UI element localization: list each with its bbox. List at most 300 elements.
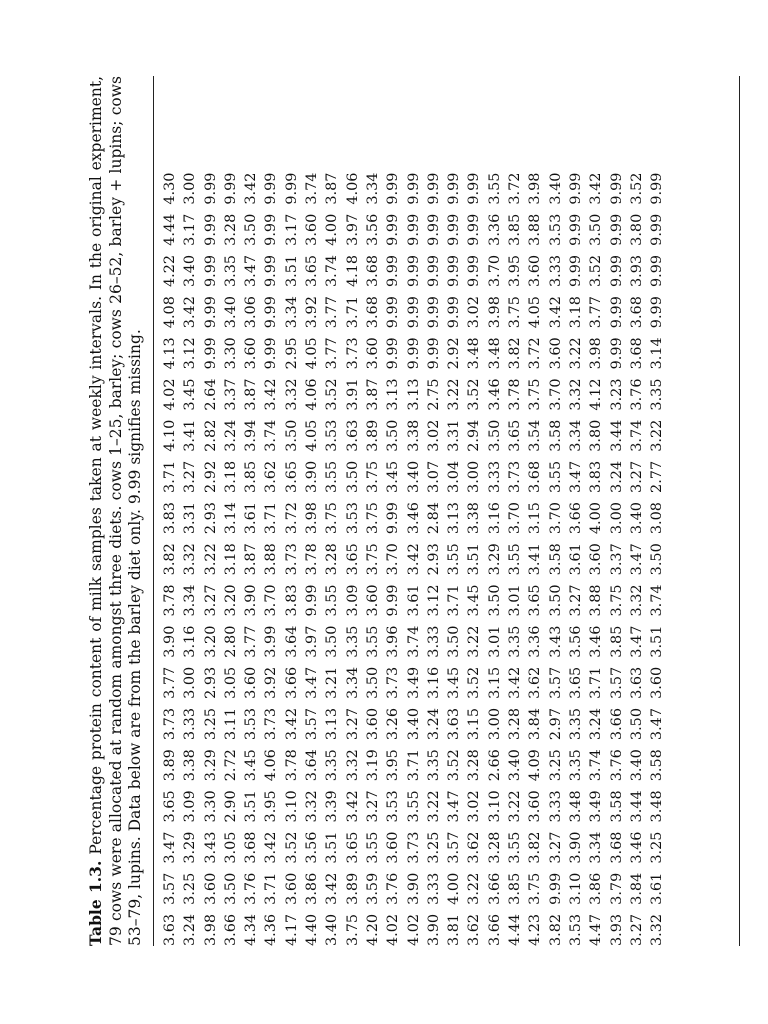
table-cell: 3.65 <box>344 543 361 576</box>
table-cell: 3.73 <box>263 708 280 741</box>
table-cell: 3.42 <box>243 172 260 205</box>
table-cell: 9.99 <box>425 296 442 329</box>
table-cell: 3.35 <box>567 749 584 782</box>
table-cell: 3.22 <box>567 337 584 370</box>
table-cell: 3.62 <box>263 460 280 493</box>
table-cell: 3.55 <box>547 460 564 493</box>
table-cell: 2.95 <box>283 337 300 370</box>
table-cell: 3.22 <box>466 625 483 658</box>
table-cell: 3.27 <box>628 913 645 946</box>
table-cell: 3.24 <box>182 913 199 946</box>
table-row <box>505 76 525 946</box>
table-cell: 3.72 <box>527 337 544 370</box>
table-cell: 3.30 <box>222 337 239 370</box>
table-cell: 3.15 <box>527 502 544 535</box>
table-row <box>444 76 464 946</box>
table-top-rule <box>153 76 154 946</box>
table-cell: 4.44 <box>507 913 524 946</box>
table-cell: 3.48 <box>486 337 503 370</box>
table-cell: 3.87 <box>364 378 381 411</box>
table-cell: 3.98 <box>527 172 544 205</box>
table-cell: 3.51 <box>283 254 300 287</box>
table-cell: 3.57 <box>162 872 178 905</box>
table-cell: 3.74 <box>628 419 645 452</box>
table-cell: 3.68 <box>628 296 645 329</box>
table-cell: 9.99 <box>425 254 442 287</box>
table-cell: 3.38 <box>182 749 199 782</box>
table-cell: 3.99 <box>263 625 280 658</box>
table-cell: 3.77 <box>162 666 178 699</box>
table-cell: 3.50 <box>243 213 260 246</box>
table-cell: 9.99 <box>425 172 442 205</box>
table-cell: 3.41 <box>527 543 544 576</box>
table-cell: 3.70 <box>385 543 402 576</box>
table-cell: 2.80 <box>222 625 239 658</box>
table-cell: 3.01 <box>507 584 524 617</box>
table-cell: 3.92 <box>263 666 280 699</box>
table-cell: 3.60 <box>588 543 605 576</box>
table-cell: 3.90 <box>567 831 584 864</box>
table-cell: 4.09 <box>527 749 544 782</box>
table-cell: 4.47 <box>588 913 605 946</box>
table-cell: 9.99 <box>608 213 625 246</box>
table-cell: 3.29 <box>182 831 199 864</box>
table-cell: 4.36 <box>263 913 280 946</box>
table-cell: 3.50 <box>649 543 666 576</box>
table-cell: 3.27 <box>344 708 361 741</box>
table-cell: 3.27 <box>567 584 584 617</box>
table-cell: 3.53 <box>567 913 584 946</box>
table-cell: 4.20 <box>364 913 381 946</box>
table-cell: 3.47 <box>649 708 666 741</box>
table-cell: 3.63 <box>446 708 463 741</box>
table-cell: 3.20 <box>222 584 239 617</box>
table-cell: 3.52 <box>466 666 483 699</box>
table-cell: 3.31 <box>446 419 463 452</box>
table-cell: 3.11 <box>222 708 239 741</box>
table-cell: 3.66 <box>486 913 503 946</box>
table-cell: 3.61 <box>649 872 666 905</box>
table-cell: 9.99 <box>263 213 280 246</box>
table-cell: 3.38 <box>405 419 422 452</box>
table-cell: 3.13 <box>385 378 402 411</box>
table-cell: 3.47 <box>628 625 645 658</box>
table-row <box>586 76 606 946</box>
table-cell: 3.57 <box>608 666 625 699</box>
table-row <box>241 76 261 946</box>
table-cell: 3.83 <box>283 584 300 617</box>
table-cell: 9.99 <box>608 337 625 370</box>
table-cell: 3.33 <box>425 872 442 905</box>
table-cell: 3.06 <box>243 296 260 329</box>
table-cell: 3.44 <box>628 790 645 823</box>
table-cell: 3.71 <box>405 749 422 782</box>
table-cell: 3.50 <box>222 872 239 905</box>
table-cell: 3.51 <box>649 625 666 658</box>
table-cell: 3.90 <box>243 584 260 617</box>
table-cell: 3.57 <box>547 666 564 699</box>
table-cell: 3.66 <box>283 666 300 699</box>
table-cell: 3.55 <box>446 543 463 576</box>
table-cell: 3.30 <box>202 790 219 823</box>
table-cell: 3.68 <box>608 831 625 864</box>
table-cell: 3.60 <box>364 708 381 741</box>
table-cell: 3.16 <box>486 502 503 535</box>
table-cell: 3.66 <box>608 708 625 741</box>
table-cell: 3.52 <box>466 378 483 411</box>
table-cell: 3.45 <box>466 584 483 617</box>
table-cell: 2.77 <box>649 460 666 493</box>
table-cell: 9.99 <box>263 172 280 205</box>
table-cell: 3.74 <box>304 172 321 205</box>
table-cell: 3.50 <box>364 666 381 699</box>
table-cell: 3.95 <box>507 254 524 287</box>
table-cell: 3.78 <box>507 378 524 411</box>
table-row <box>160 76 180 946</box>
table-cell: 3.34 <box>182 584 199 617</box>
table-cell: 3.28 <box>324 543 341 576</box>
table-cell: 3.10 <box>486 790 503 823</box>
table-cell: 3.75 <box>527 872 544 905</box>
table-cell: 3.68 <box>527 460 544 493</box>
table-cell: 3.78 <box>304 543 321 576</box>
table-caption <box>86 76 146 946</box>
table-cell: 3.52 <box>588 254 605 287</box>
table-cell: 4.22 <box>162 254 178 287</box>
table-cell: 3.57 <box>304 708 321 741</box>
table-row <box>424 76 444 946</box>
table-cell: 3.16 <box>182 625 199 658</box>
table-cell: 9.99 <box>405 213 422 246</box>
table-cell: 4.02 <box>405 913 422 946</box>
table-cell: 3.92 <box>304 296 321 329</box>
table-cell: 3.74 <box>649 584 666 617</box>
table-cell: 3.73 <box>507 460 524 493</box>
table-cell: 3.73 <box>344 337 361 370</box>
table-cell: 3.34 <box>588 831 605 864</box>
table-cell: 3.27 <box>202 584 219 617</box>
table-cell: 9.99 <box>567 213 584 246</box>
table-cell: 9.99 <box>385 296 402 329</box>
table-cell: 3.42 <box>324 872 341 905</box>
table-cell: 3.55 <box>405 790 422 823</box>
table-cell: 9.99 <box>425 337 442 370</box>
table-cell: 3.18 <box>222 460 239 493</box>
table-cell: 3.29 <box>486 543 503 576</box>
table-cell: 3.75 <box>364 502 381 535</box>
table-cell: 3.24 <box>608 460 625 493</box>
table-cell: 3.85 <box>243 460 260 493</box>
table-cell: 3.41 <box>182 419 199 452</box>
table-cell: 3.98 <box>588 337 605 370</box>
table-cell: 4.30 <box>162 172 178 205</box>
table-cell: 3.60 <box>304 213 321 246</box>
caption-label: Table 1.3. <box>86 860 105 946</box>
table-cell: 3.51 <box>466 543 483 576</box>
table-cell: 3.32 <box>649 913 666 946</box>
table-cell: 3.32 <box>182 543 199 576</box>
table-row <box>201 76 221 946</box>
table-cell: 9.99 <box>263 296 280 329</box>
table-cell: 3.31 <box>182 502 199 535</box>
table-cell: 3.79 <box>608 872 625 905</box>
table-cell: 3.60 <box>364 337 381 370</box>
table-cell: 3.24 <box>588 708 605 741</box>
table-cell: 3.42 <box>405 543 422 576</box>
table-cell: 3.55 <box>324 460 341 493</box>
table-cell: 3.65 <box>527 584 544 617</box>
table-cell: 3.95 <box>263 790 280 823</box>
table-cell: 3.60 <box>202 872 219 905</box>
table-cell: 3.53 <box>385 790 402 823</box>
table-cell: 9.99 <box>649 172 666 205</box>
table-cell: 3.50 <box>628 708 645 741</box>
table-cell: 3.42 <box>263 378 280 411</box>
table-cell: 2.93 <box>202 666 219 699</box>
table-cell: 3.09 <box>344 584 361 617</box>
table-row <box>322 76 342 946</box>
table-cell: 9.99 <box>446 296 463 329</box>
table-cell: 4.18 <box>344 254 361 287</box>
table-cell: 3.14 <box>222 502 239 535</box>
table-cell: 3.32 <box>304 790 321 823</box>
table-row <box>607 76 627 946</box>
table-cell: 3.22 <box>425 790 442 823</box>
table-cell: 3.54 <box>527 419 544 452</box>
table-row <box>404 76 424 946</box>
table-cell: 3.74 <box>263 419 280 452</box>
table-cell: 3.66 <box>486 872 503 905</box>
table-cell: 3.98 <box>486 296 503 329</box>
table-cell: 9.99 <box>263 337 280 370</box>
table-cell: 3.76 <box>243 872 260 905</box>
table-cell: 3.71 <box>162 460 178 493</box>
table-cell: 2.64 <box>202 378 219 411</box>
table-cell: 3.35 <box>507 625 524 658</box>
table-cell: 3.93 <box>628 254 645 287</box>
table-cell: 3.70 <box>547 378 564 411</box>
table-cell: 3.20 <box>202 625 219 658</box>
table-cell: 9.99 <box>446 172 463 205</box>
table-cell: 3.72 <box>507 172 524 205</box>
table-cell: 3.25 <box>182 872 199 905</box>
table-cell: 4.13 <box>162 337 178 370</box>
table-cell: 4.34 <box>243 913 260 946</box>
table-cell: 3.87 <box>243 543 260 576</box>
table-cell: 3.46 <box>628 831 645 864</box>
table-cell: 3.10 <box>283 790 300 823</box>
table-cell: 3.27 <box>364 790 381 823</box>
table-cell: 4.40 <box>304 913 321 946</box>
table-cell: 3.78 <box>162 584 178 617</box>
table-row <box>343 76 363 946</box>
table-cell: 3.13 <box>405 378 422 411</box>
table-cell: 3.60 <box>243 666 260 699</box>
table-cell: 3.73 <box>162 708 178 741</box>
table-cell: 9.99 <box>222 172 239 205</box>
table-cell: 3.74 <box>324 254 341 287</box>
table-cell: 2.97 <box>547 708 564 741</box>
table-cell: 3.70 <box>486 254 503 287</box>
table-cell: 9.99 <box>405 254 422 287</box>
table-cell: 4.05 <box>527 296 544 329</box>
table-cell: 3.42 <box>547 296 564 329</box>
table-cell: 3.07 <box>425 460 442 493</box>
table-cell: 2.93 <box>425 543 442 576</box>
table-cell: 9.99 <box>405 296 422 329</box>
table-cell: 2.94 <box>466 419 483 452</box>
table-cell: 3.62 <box>527 666 544 699</box>
table-cell: 9.99 <box>385 213 402 246</box>
table-cell: 3.14 <box>649 337 666 370</box>
caption-text: Percentage protein content of milk samples taken at weekly intervals. In the original experiment, 79 cows were allocated at random amongst three diets. cows 1–25, barley; cows 26–52, barley + lupins; cows 53–79, lupins. Data below are from the barley diet only. 9.99 signifies missing. <box>87 76 144 946</box>
table-cell: 3.76 <box>628 378 645 411</box>
table-cell: 3.71 <box>263 872 280 905</box>
table-cell: 3.32 <box>567 378 584 411</box>
table-cell: 3.17 <box>182 213 199 246</box>
table-cell: 3.71 <box>263 502 280 535</box>
table-cell: 3.24 <box>425 708 442 741</box>
table-cell: 9.99 <box>385 172 402 205</box>
table-cell: 3.55 <box>486 172 503 205</box>
table-row <box>261 76 281 946</box>
table-cell: 3.55 <box>507 543 524 576</box>
table-cell: 3.74 <box>588 749 605 782</box>
table-cell: 3.47 <box>567 460 584 493</box>
table-cell: 3.37 <box>608 543 625 576</box>
table-cell: 3.40 <box>405 708 422 741</box>
table-cell: 3.97 <box>344 213 361 246</box>
table-cell: 3.85 <box>608 625 625 658</box>
table-row <box>383 76 403 946</box>
table-cell: 3.68 <box>243 831 260 864</box>
table-cell: 3.68 <box>364 254 381 287</box>
table-cell: 3.59 <box>364 872 381 905</box>
table-cell: 3.15 <box>466 708 483 741</box>
table-cell: 9.99 <box>446 254 463 287</box>
table-cell: 9.99 <box>425 213 442 246</box>
table-cell: 3.75 <box>364 460 381 493</box>
table-cell: 9.99 <box>405 172 422 205</box>
table-row <box>627 76 647 946</box>
table-cell: 9.99 <box>202 337 219 370</box>
table-cell: 2.93 <box>202 502 219 535</box>
table-cell: 3.27 <box>628 460 645 493</box>
table-cell: 3.22 <box>446 378 463 411</box>
table-cell: 3.09 <box>182 790 199 823</box>
table-cell: 3.90 <box>162 625 178 658</box>
table-cell: 3.72 <box>283 502 300 535</box>
table-cell: 3.29 <box>202 749 219 782</box>
table-cell: 3.60 <box>649 666 666 699</box>
table-cell: 3.55 <box>507 831 524 864</box>
table-cell: 3.75 <box>364 543 381 576</box>
table-cell: 3.60 <box>243 337 260 370</box>
table-cell: 3.23 <box>608 378 625 411</box>
table-cell: 3.35 <box>649 378 666 411</box>
table-cell: 3.65 <box>304 254 321 287</box>
table-cell: 3.42 <box>283 708 300 741</box>
table-cell: 3.82 <box>162 543 178 576</box>
table-cell: 3.73 <box>385 666 402 699</box>
table-cell: 3.83 <box>162 502 178 535</box>
table-cell: 3.62 <box>466 913 483 946</box>
table-cell: 3.58 <box>547 419 564 452</box>
table-cell: 3.47 <box>243 254 260 287</box>
table-cell: 3.50 <box>547 584 564 617</box>
table-cell: 3.00 <box>466 460 483 493</box>
table-cell: 3.42 <box>344 790 361 823</box>
table-cell: 3.70 <box>547 502 564 535</box>
table-cell: 3.01 <box>486 625 503 658</box>
table-cell: 3.45 <box>385 460 402 493</box>
table-cell: 3.36 <box>486 213 503 246</box>
table-cell: 3.42 <box>507 666 524 699</box>
table-row <box>180 76 200 946</box>
table-cell: 9.99 <box>446 213 463 246</box>
table-cell: 4.06 <box>304 378 321 411</box>
table-cell: 3.16 <box>425 666 442 699</box>
table-cell: 3.60 <box>364 584 381 617</box>
table-cell: 9.99 <box>202 296 219 329</box>
table-cell: 3.61 <box>243 502 260 535</box>
table-cell: 3.82 <box>547 913 564 946</box>
table-cell: 3.25 <box>425 831 442 864</box>
table-row <box>647 76 667 946</box>
table-cell: 3.78 <box>283 749 300 782</box>
table-cell: 3.05 <box>222 831 239 864</box>
table-cell: 4.17 <box>283 913 300 946</box>
table-cell: 3.12 <box>425 584 442 617</box>
table-cell: 9.99 <box>649 296 666 329</box>
table-cell: 3.84 <box>527 708 544 741</box>
table-cell: 3.86 <box>588 872 605 905</box>
table-cell: 4.02 <box>385 913 402 946</box>
table-cell: 3.27 <box>547 831 564 864</box>
table-cell: 3.58 <box>608 790 625 823</box>
table-cell: 3.56 <box>567 625 584 658</box>
table-cell: 3.36 <box>527 625 544 658</box>
table-row <box>464 76 484 946</box>
table-cell: 2.92 <box>446 337 463 370</box>
table-cell: 3.87 <box>243 378 260 411</box>
table-cell: 3.35 <box>222 254 239 287</box>
table-cell: 3.76 <box>608 749 625 782</box>
table-cell: 3.66 <box>222 913 239 946</box>
table-cell: 3.52 <box>324 378 341 411</box>
data-table <box>160 76 667 946</box>
table-cell: 3.53 <box>344 502 361 535</box>
table-cell: 3.53 <box>324 419 341 452</box>
table-cell: 3.42 <box>182 296 199 329</box>
table-cell: 9.99 <box>385 502 402 535</box>
table-cell: 3.40 <box>628 502 645 535</box>
table-cell: 3.43 <box>547 625 564 658</box>
table-cell: 3.77 <box>324 337 341 370</box>
table-cell: 3.66 <box>567 502 584 535</box>
table-cell: 3.25 <box>547 749 564 782</box>
table-cell: 3.25 <box>202 708 219 741</box>
table-cell: 3.28 <box>222 213 239 246</box>
table-cell: 2.66 <box>486 749 503 782</box>
table-cell: 3.00 <box>182 666 199 699</box>
table-row <box>363 76 383 946</box>
table-cell: 3.46 <box>486 378 503 411</box>
table-cell: 3.33 <box>425 625 442 658</box>
table-cell: 3.33 <box>547 254 564 287</box>
table-row <box>566 76 586 946</box>
table-cell: 4.06 <box>263 749 280 782</box>
